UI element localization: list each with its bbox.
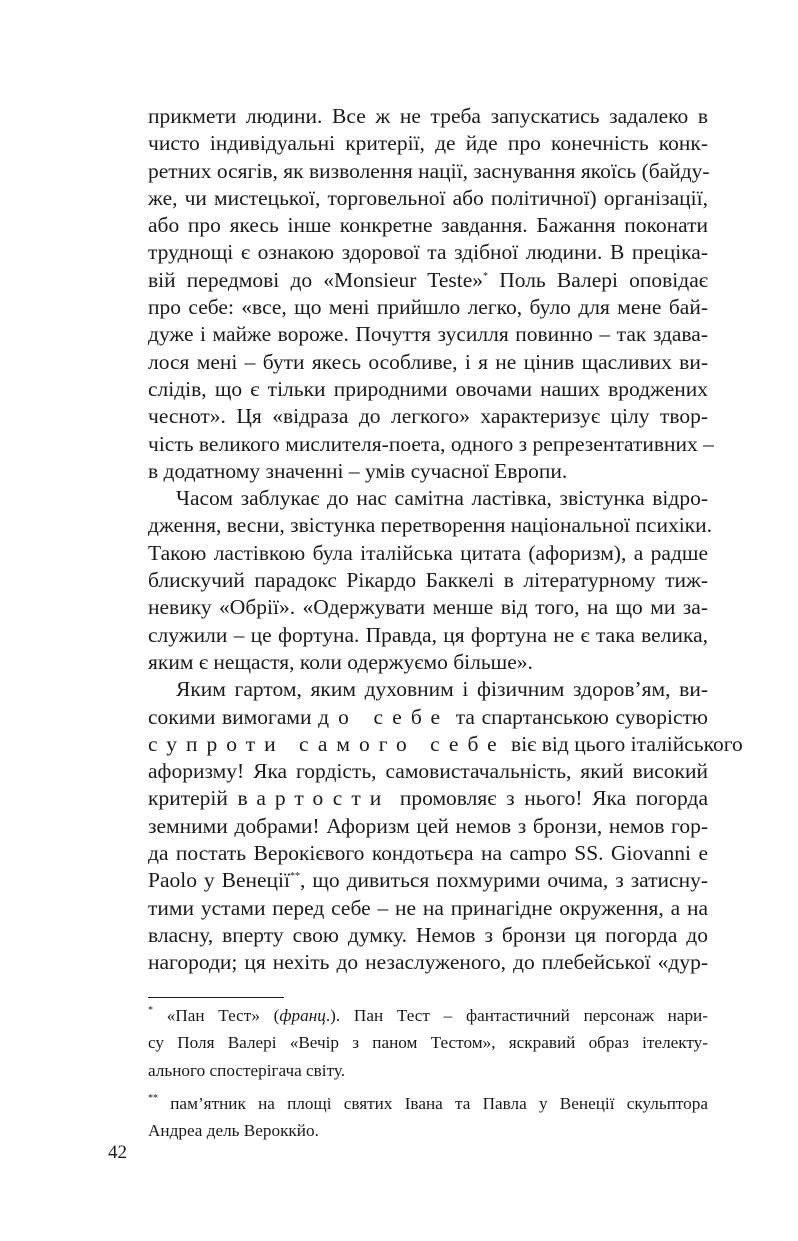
text-line: нагороди; ця нехіть до незаслуженого, до плебейської «дур- <box>148 950 708 975</box>
footnote-line <box>148 1092 708 1119</box>
text-line: чеснот». Ця «відраза до легкого» характеризує цілу твор- <box>148 404 708 429</box>
text-line: слідів, що є тільки природними овочами наших вроджених <box>148 376 708 401</box>
footnote <box>148 1092 708 1147</box>
text-line: тими устами перед себе – не на принагідне окруження, а на <box>148 895 708 920</box>
footnote-line <box>148 1004 708 1031</box>
footnote-italic: франц <box>279 1006 326 1025</box>
footnote-mark: ** <box>148 1092 158 1104</box>
spaced-emphasis: супроти самого себе <box>148 731 506 756</box>
text-segment: вій передмові до «Monsieur Teste» <box>148 267 484 292</box>
text-line: служили – це фортуна. Правда, ця фортуна не є така велика, <box>148 622 708 647</box>
text-line <box>148 704 708 731</box>
footnote-text: .). Пан Тест – фантастичний персонаж нари- <box>325 1006 708 1025</box>
text-line <box>148 731 743 758</box>
footnote-line: Андреа дель Вероккйо. <box>148 1121 319 1141</box>
footnote-reference: * <box>483 270 489 282</box>
text-segment: , що дивиться похмурими очима, з затисну- <box>300 868 708 893</box>
text-segment: Paolo у Венеції <box>148 868 290 893</box>
footnote-text: «Пан Тест» ( <box>153 1006 280 1025</box>
text-line: да постать Верокієвого кондотьєра на campo SS. Giovanni e <box>148 841 708 866</box>
footnote-text: пам’ятник на площі святих Івана та Павла у Венеції скульптора <box>158 1093 708 1113</box>
text-line: земними добрами! Афоризм цей немов з бронзи, немов гор- <box>148 813 708 838</box>
text-line: яким є нещастя, коли одержуємо більше». <box>148 649 533 674</box>
text-line: в додатному значенні – умів сучасної Европи. <box>148 458 568 483</box>
text-segment: та спартанською суворістю <box>455 704 708 729</box>
text-line <box>148 267 708 294</box>
text-line: про себе: «все, що мені прийшло легко, було для мене бай- <box>148 295 708 320</box>
text-line: лося мені – бути якесь особливе, і я не цінив щасливих ви- <box>148 349 708 374</box>
text-line: афоризму! Яка гордість, самовистачальність, який високий <box>148 759 708 784</box>
text-line: власну, вперту свою думку. Немов з бронзи ця погорда до <box>148 922 708 947</box>
text-line: прикмети людини. Все ж не треба запускатись задалеко в <box>148 104 708 128</box>
footnote-line: ального спостерігача світу. <box>148 1060 346 1080</box>
text-line: чисто індивідуальні критерії, де йде про конечність конк- <box>148 131 708 156</box>
text-line: дження, весни, звістунка перетворення національної психіки. <box>148 513 712 538</box>
spaced-emphasis: до себе <box>318 704 450 729</box>
text-segment: Поль Валері оповідає <box>488 267 708 292</box>
text-segment: сокими вимогами <box>148 704 312 729</box>
footnote-line: су Поля Валері «Вечір з паном Тестом», яскравий образ ітелекту- <box>148 1033 708 1053</box>
footnote-divider <box>148 997 284 998</box>
text-segment: віє від цього італійського <box>511 731 743 756</box>
paragraph-start-line: Яким гартом, яким духовним і фізичним здоров’ям, ви- <box>176 677 708 702</box>
page-number: 42 <box>108 1142 127 1163</box>
text-line <box>148 867 708 894</box>
text-line <box>148 785 708 812</box>
main-text <box>148 103 743 977</box>
text-line: труднощі є ознакою здорової та здібної людини. В преціка- <box>148 240 708 265</box>
text-line: же, чи мистецької, торговельної або політичної) організації, <box>148 185 708 210</box>
footnote-mark: * <box>148 1005 153 1016</box>
footnote-reference: ** <box>290 871 300 883</box>
text-line: або про якесь інше конкретне завдання. Бажання поконати <box>148 213 708 238</box>
text-line: чість великого мислителя-поета, одного з репрезентативних – <box>148 431 714 456</box>
footnotes <box>148 1004 708 1146</box>
text-line: Такою ластівкою була італійська цитата (афоризм), а радше <box>148 540 708 565</box>
text-line: ретних осягів, як визволення нації, заснування якоїсь (байду- <box>148 158 710 183</box>
text-line: блискучий парадокс Рікардо Баккелі в літературному тиж- <box>148 568 708 593</box>
paragraph-start-line: Часом заблукає до нас самітна ластівка, звістунка відро- <box>176 486 708 511</box>
spaced-emphasis: вартости <box>237 786 391 811</box>
footnote <box>148 1004 708 1086</box>
text-segment: промовляє з нього! Яка погорда <box>399 786 709 811</box>
text-segment: критерій <box>148 786 228 811</box>
text-line: невику «Обрії». «Одержувати менше від того, на що ми за- <box>148 595 708 620</box>
text-line: дуже і майже вороже. Почуття зусилля повинно – так здава- <box>148 322 708 347</box>
